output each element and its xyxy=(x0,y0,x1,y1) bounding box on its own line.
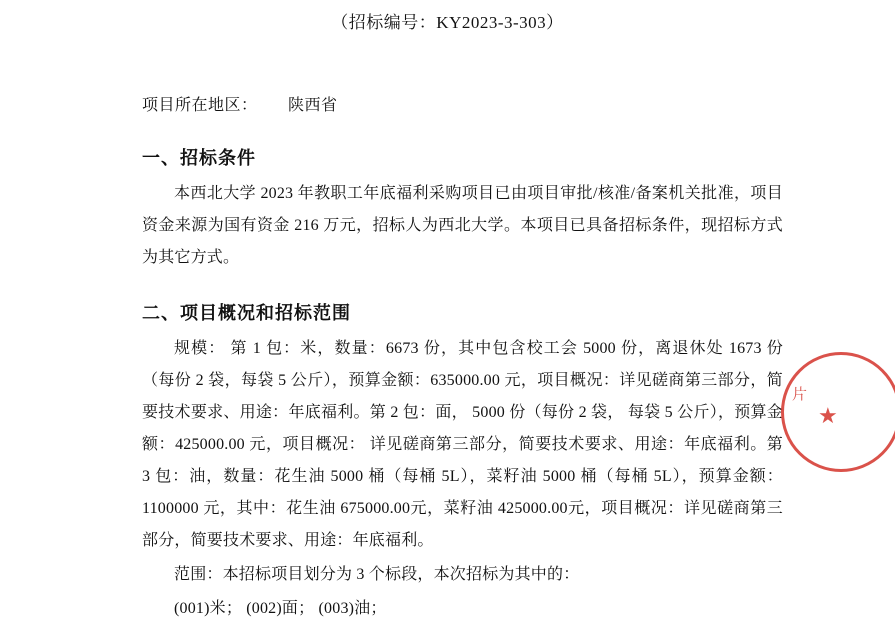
section-heading-1: 一、招标条件 xyxy=(142,147,256,168)
project-region-label: 项目所在地区： xyxy=(142,97,258,114)
project-region-value: 陕西省 xyxy=(288,97,338,114)
section-heading-2: 二、项目概况和招标范围 xyxy=(142,302,351,323)
section-2-paragraph-2: 范围：本招标项目划分为 3 个标段，本次招标为其中的： xyxy=(174,565,580,583)
section-2-paragraph-3: (001)米； (002)面； (003)油； xyxy=(174,599,387,617)
red-seal-stamp xyxy=(781,352,895,472)
section-2-paragraph-1: 规模： 第 1 包：米，数量：6673 份，其中包含校工会 5000 份，离退休处 1673 份（每份 2 袋，每袋 5 公斤），预算金额：635000.00 元，项目概况：详见磋商第三部分，简要技术要求、用途：年底福利。第 2 包：面， 5000 份（每份 2 袋， 每袋 5 公斤），预算金额：425000.00 元，项目概况： 详见磋商第三部分，简要技术要求、用途：年底福利。第 3 包：油，数量：花生油 5000 桶（每桶 5L），菜籽油 5000 桶（每桶 5L），预算金额：1100000 元，其中：花生油 675000.00元，菜籽油 425000.00元，项目概况：详见磋商第三部分，简要技术要求、用途：年底福利。 xyxy=(142,339,783,549)
project-region-line xyxy=(142,93,783,119)
section-1-paragraph-1: 本西北大学 2023 年教职工年底福利采购项目已由项目审批/核准/备案机关批准，项目资金来源为国有资金 216 万元，招标人为西北大学。本项目已具备招标条件，现招标方式为其它方式。 xyxy=(142,184,783,266)
stamp-star-icon: ★ xyxy=(818,403,838,428)
tender-number: （招标编号：KY2023-3-303） xyxy=(331,13,564,32)
stamp-text-line-1: 片 xyxy=(792,387,808,403)
document-body xyxy=(0,93,895,625)
